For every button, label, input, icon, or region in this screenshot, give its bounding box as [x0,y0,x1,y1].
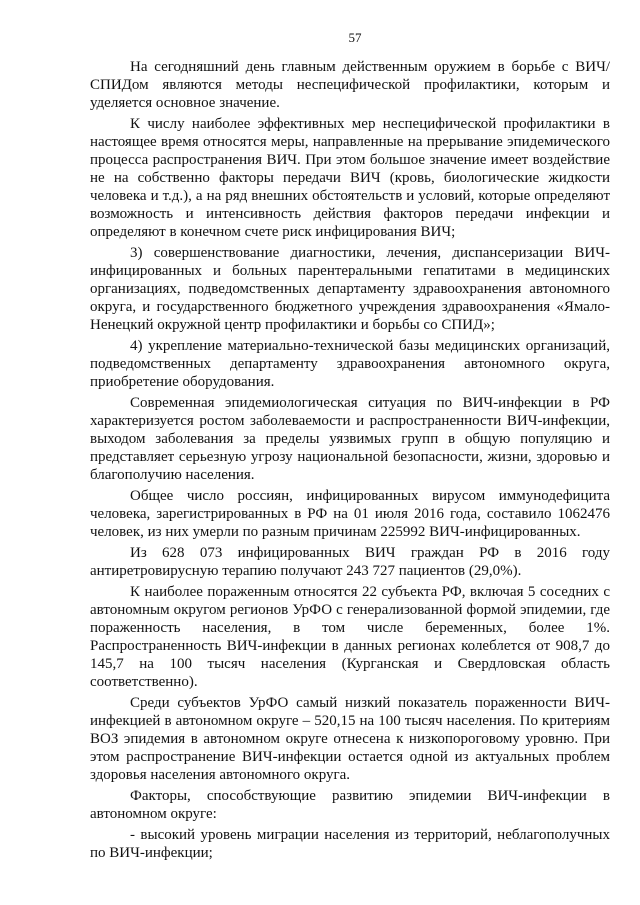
paragraph-epidemiological-situation: Современная эпидемиологическая ситуация по ВИЧ-инфекции в РФ характеризуется ростом заболеваемости и распространенности ВИЧ-инфекции, выходом заболевания за пределы уязвимых групп в общую популяцию и представляет серьезную угрозу национальной безопасности, жизни, здоровью и благополучию населения. [90,395,610,483]
paragraph-epidemic-factors: Факторы, способствующие развитию эпидемии ВИЧ-инфекции в автономном округе: [90,788,610,822]
paragraph-art-therapy: Из 628 073 инфицированных ВИЧ граждан РФ в 2016 году антиретровирусную терапию получают 243 727 пациентов (29,0%). [90,545,610,579]
paragraph-item-4-equipment: 4) укрепление материально-технической базы медицинских организаций, подведомственных департаменту здравоохранения автономного округа, приобретение оборудования. [90,338,610,390]
paragraph-item-3-diagnostics: 3) совершенствование диагностики, лечения, диспансеризации ВИЧ-инфицированных и больных парентеральными гепатитами в медицинских организациях, подведомственных департаменту здравоохранения автономного округа, и государственного бюджетного учреждения здравоохранения «Ямало-Ненецкий окружной центр профилактики и борьбы со СПИД»; [90,245,610,333]
page-number: 57 [348,30,362,45]
paragraph-total-infected: Общее число россиян, инфицированных вирусом иммунодефицита человека, зарегистрированных в РФ на 01 июля 2016 года, составило 1062476 человек, из них умерли по разным причинам 225992 ВИЧ-инфицированных. [90,488,610,540]
paragraph-affected-regions: К наиболее пораженным относятся 22 субъекта РФ, включая 5 соседних с автономным округом регионов УрФО с генерализованной формой эпидемии, где пораженность населения, в том числе беременных, более 1%. Распространенность ВИЧ-инфекции в данных регионах колеблется от 908,7 до 145,7 на 100 тысяч населения (Курганская и Свердловская область соответственно). [90,584,610,690]
paragraph-urfo-indicator: Среди субъектов УрФО самый низкий показатель пораженности ВИЧ-инфекцией в автономном округе – 520,15 на 100 тысяч населения. По критериям ВОЗ эпидемия в автономном округе отнесена к низкопороговому уровню. При этом распространение ВИЧ-инфекции остается одной из актуальных проблем здоровья населения автономного округа. [90,695,610,783]
paragraph-effective-measures: К числу наиболее эффективных мер неспецифической профилактики в настоящее время относятся меры, направленные на прерывание эпидемического процесса распространения ВИЧ. При этом большое значение имеет воздействие не на собственно факторы передачи ВИЧ (кровь, биологические жидкости человека и т.д.), а на ряд внешних обстоятельств и условий, которые определяют возможность и интенсивность действия факторов передачи инфекции и определяют в конечном счете риск инфицирования ВИЧ; [90,116,610,240]
paragraph-nonspecific-prevention: На сегодняшний день главным действенным оружием в борьбе с ВИЧ/СПИДом являются методы неспецифической профилактики, которым и уделяется основное значение. [90,59,610,111]
paragraph-migration-factor: - высокий уровень миграции населения из территорий, неблагополучных по ВИЧ-инфекции; [90,827,610,861]
